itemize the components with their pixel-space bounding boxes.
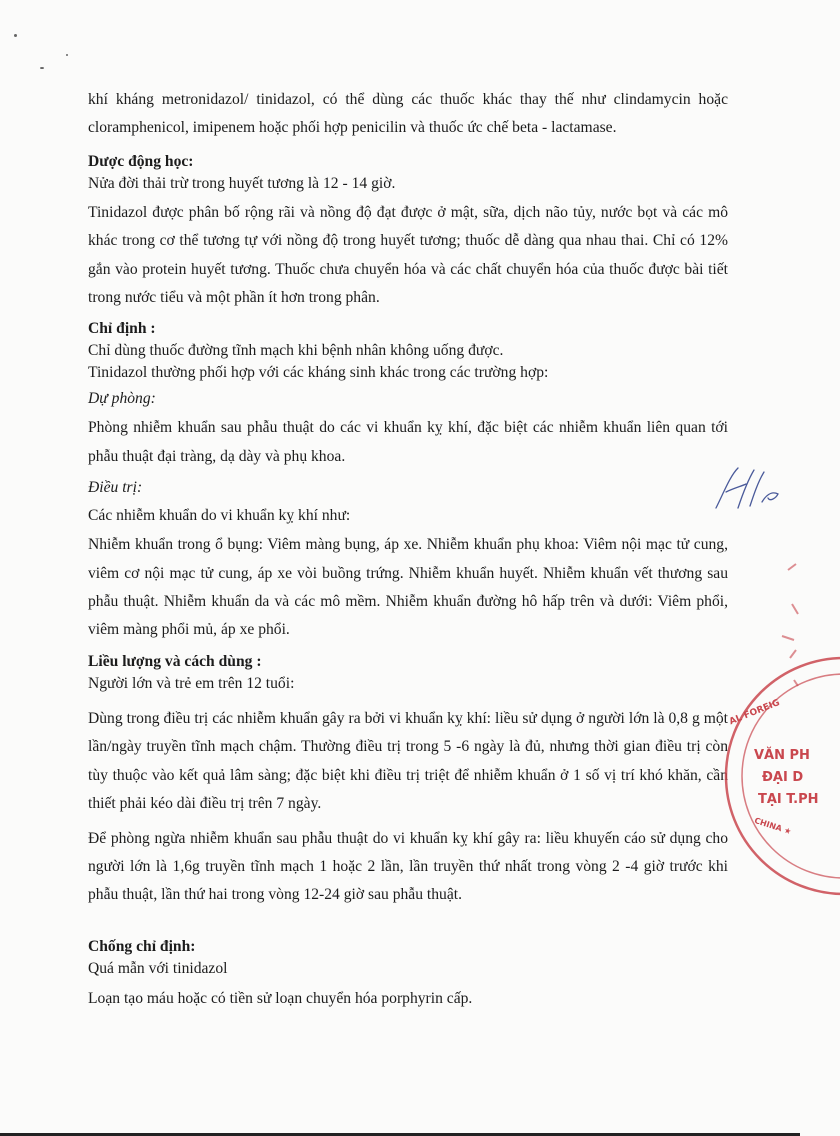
treatment-paragraph: Nhiễm khuẩn trong ổ bụng: Viêm màng bụng, áp xe. Nhiễm khuẩn phụ khoa: Viêm nội mạc tử cung, viêm cơ nội mạc tử cung, áp xe vòi buồng trứng. Nhiễm khuẩn huyết. Nhiễm khuẩn vết thương sau phẫu thuật. Nhiễm khuẩn da và các mô mềm. Nhiễm khuẩn đường hô hấp trên và dưới: Viêm phổi, viêm màng phổi mủ, áp xe phổi. xyxy=(88,536,728,639)
red-stamp-seal xyxy=(722,540,819,870)
stamp-line-3: TẠI T.PH xyxy=(758,792,819,807)
half-life-text: Nửa đời thải trừ trong huyết tương là 12 - 14 giờ. xyxy=(88,174,396,192)
stamp-outer-text-bottom: CHINA ★ xyxy=(753,816,793,837)
scan-speck xyxy=(66,54,68,56)
treatment-intro-text: Các nhiễm khuẩn do vi khuẩn kỵ khí như: xyxy=(88,507,351,525)
indications-heading: Chỉ định : xyxy=(88,320,156,338)
intro-paragraph: khí kháng metronidazol/ tinidazol, có thể dùng các thuốc khác thay thế như clindamycin hoặc cloramphenicol, imipenem hoặc phối hợp penicilin và thuốc ức chế beta - lactamase. xyxy=(88,91,728,137)
prevention-paragraph: Phòng nhiễm khuẩn sau phẫu thuật do các vi khuẩn kỵ khí, đặc biệt các nhiễm khuẩn liên quan tới phẫu thuật đại tràng, dạ dày và phụ khoa. xyxy=(88,419,728,465)
prevention-subheading: Dự phòng: xyxy=(88,390,156,408)
dosage-treatment-paragraph: Dùng trong điều trị các nhiễm khuẩn gây ra bởi vi khuẩn kỵ khí: liều sử dụng ở người lớn là 0,8 g một lần/ngày truyền tĩnh mạch chậm. Thường điều trị trong 5 -6 ngày là đủ, nhưng thời gian điều trị còn tùy thuộc vào kết quả lâm sàng; đặc biệt khi điều trị triệt để nhiễm khuẩn ở 1 số vị trí khó khăn, cần thiết phải kéo dài điều trị trên 7 ngày. xyxy=(88,709,728,813)
dosage-population-text: Người lớn và trẻ em trên 12 tuổi: xyxy=(88,674,295,692)
document-body xyxy=(88,86,728,1010)
pharmacokinetics-heading: Dược động học: xyxy=(88,152,194,170)
stamp-outer-text-top: AL FOREIG xyxy=(728,697,782,728)
treatment-subheading: Điều trị: xyxy=(88,479,143,497)
distribution-paragraph: Tinidazol được phân bố rộng rãi và nồng độ đạt được ở mật, sữa, dịch não tủy, nước bọt và các mô khác trong cơ thể tương tự với nồng độ trong huyết tương; thuốc dễ dàng qua nhau thai. Chỉ có 12% gắn vào protein huyết tương. Thuốc chưa chuyển hóa và các chất chuyển hóa của thuốc được bài tiết trong nước tiểu và một phần ít hơn trong phân. xyxy=(88,203,728,307)
contraindication-hypersensitivity-text: Quá mẫn với tinidazol xyxy=(88,959,228,977)
scan-speck xyxy=(14,34,17,37)
stamp-line-2: ĐẠI D xyxy=(762,770,804,785)
dosage-prophylaxis-paragraph: Để phòng ngừa nhiễm khuẩn sau phẫu thuật do vi khuẩn kỵ khí gây ra: liều khuyến cáo sử dụng cho người lớn là 1,6g truyền tĩnh mạch 1 hoặc 2 lần, lần truyền thứ nhất trong vòng 2 -4 giờ trước khi phẫu thuật, lần thứ hai trong vòng 12-24 giờ sau phẫu thuật. xyxy=(88,829,728,904)
indication-combination-text: Tinidazol thường phối hợp với các kháng sinh khác trong các trường hợp: xyxy=(88,364,549,382)
indication-iv-text: Chỉ dùng thuốc đường tĩnh mạch khi bệnh nhân không uống được. xyxy=(88,342,504,360)
dosage-heading: Liều lượng và cách dùng : xyxy=(88,652,262,670)
scan-speck xyxy=(40,67,44,69)
handwritten-signature xyxy=(712,462,784,514)
stamp-line-1: VĂN PH xyxy=(754,748,810,763)
contraindications-heading: Chống chỉ định: xyxy=(88,937,196,955)
contraindication-porphyria-text: Loạn tạo máu hoặc có tiền sử loạn chuyển hóa porphyrin cấp. xyxy=(88,989,473,1007)
